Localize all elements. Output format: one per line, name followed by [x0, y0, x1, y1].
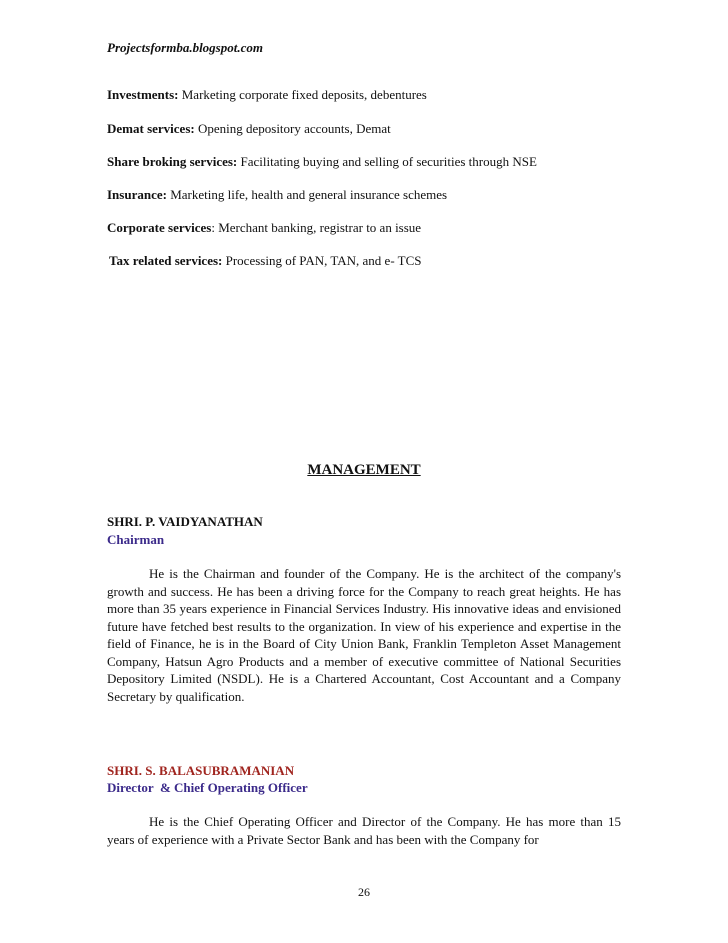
- person-bio-vaidyanathan: He is the Chairman and founder of the Company. He is the architect of the company's growth and success. He has been a driving force for the Company to reach great heights. He has more than 35 years experience in Financial Services Industry. His innovative ideas and envisioned future have fetched best results to the organization. In view of his experience and expertise in the field of Finance, he is in the Board of City Union Bank, Franklin Templeton Asset Management Company, Hatsun Agro Products and a member of executive committee of National Securities Depository Limited (NSDL). He is a Chartered Accountant, Cost Accountant and a Company Secretary by qualification.: [107, 566, 621, 704]
- service-demat: [107, 121, 391, 137]
- service-label: Insurance:: [107, 187, 167, 202]
- service-share-broking: [107, 154, 537, 170]
- person-role-chairman: Chairman: [107, 532, 165, 547]
- service-investments: [107, 87, 427, 103]
- header-site-link[interactable]: Projectsformba.blogspot.com: [107, 40, 263, 55]
- service-text: Processing of PAN, TAN, and e- TCS: [222, 253, 422, 268]
- person-bio-balasubramanian: He is the Chief Operating Officer and Director of the Company. He has more than 15 years of experience with a Private Sector Bank and has been with the Company for: [107, 814, 621, 847]
- person-name-vaidyanathan: SHRI. P. VAIDYANATHAN: [107, 514, 263, 529]
- service-insurance: [107, 187, 447, 203]
- service-corporate: [107, 220, 421, 236]
- service-label: Tax related services:: [109, 253, 223, 268]
- service-text: Facilitating buying and selling of securities through NSE: [237, 154, 537, 169]
- management-heading: MANAGEMENT: [307, 462, 421, 478]
- person-name-balasubramanian: SHRI. S. BALASUBRAMANIAN: [107, 763, 295, 778]
- service-text: : Merchant banking, registrar to an issue: [211, 220, 422, 235]
- service-tax: [109, 253, 422, 269]
- service-text: Marketing life, health and general insurance schemes: [166, 187, 448, 202]
- service-label: Corporate services: [107, 220, 212, 235]
- page-number: 26: [358, 885, 370, 899]
- person-role-director-coo: Director & Chief Operating Officer: [107, 780, 308, 795]
- service-text: Opening depository accounts, Demat: [194, 121, 391, 136]
- service-label: Share broking services:: [107, 154, 238, 169]
- service-label: Investments:: [107, 87, 179, 102]
- service-text: Marketing corporate fixed deposits, debentures: [178, 87, 427, 102]
- service-label: Demat services:: [107, 121, 195, 136]
